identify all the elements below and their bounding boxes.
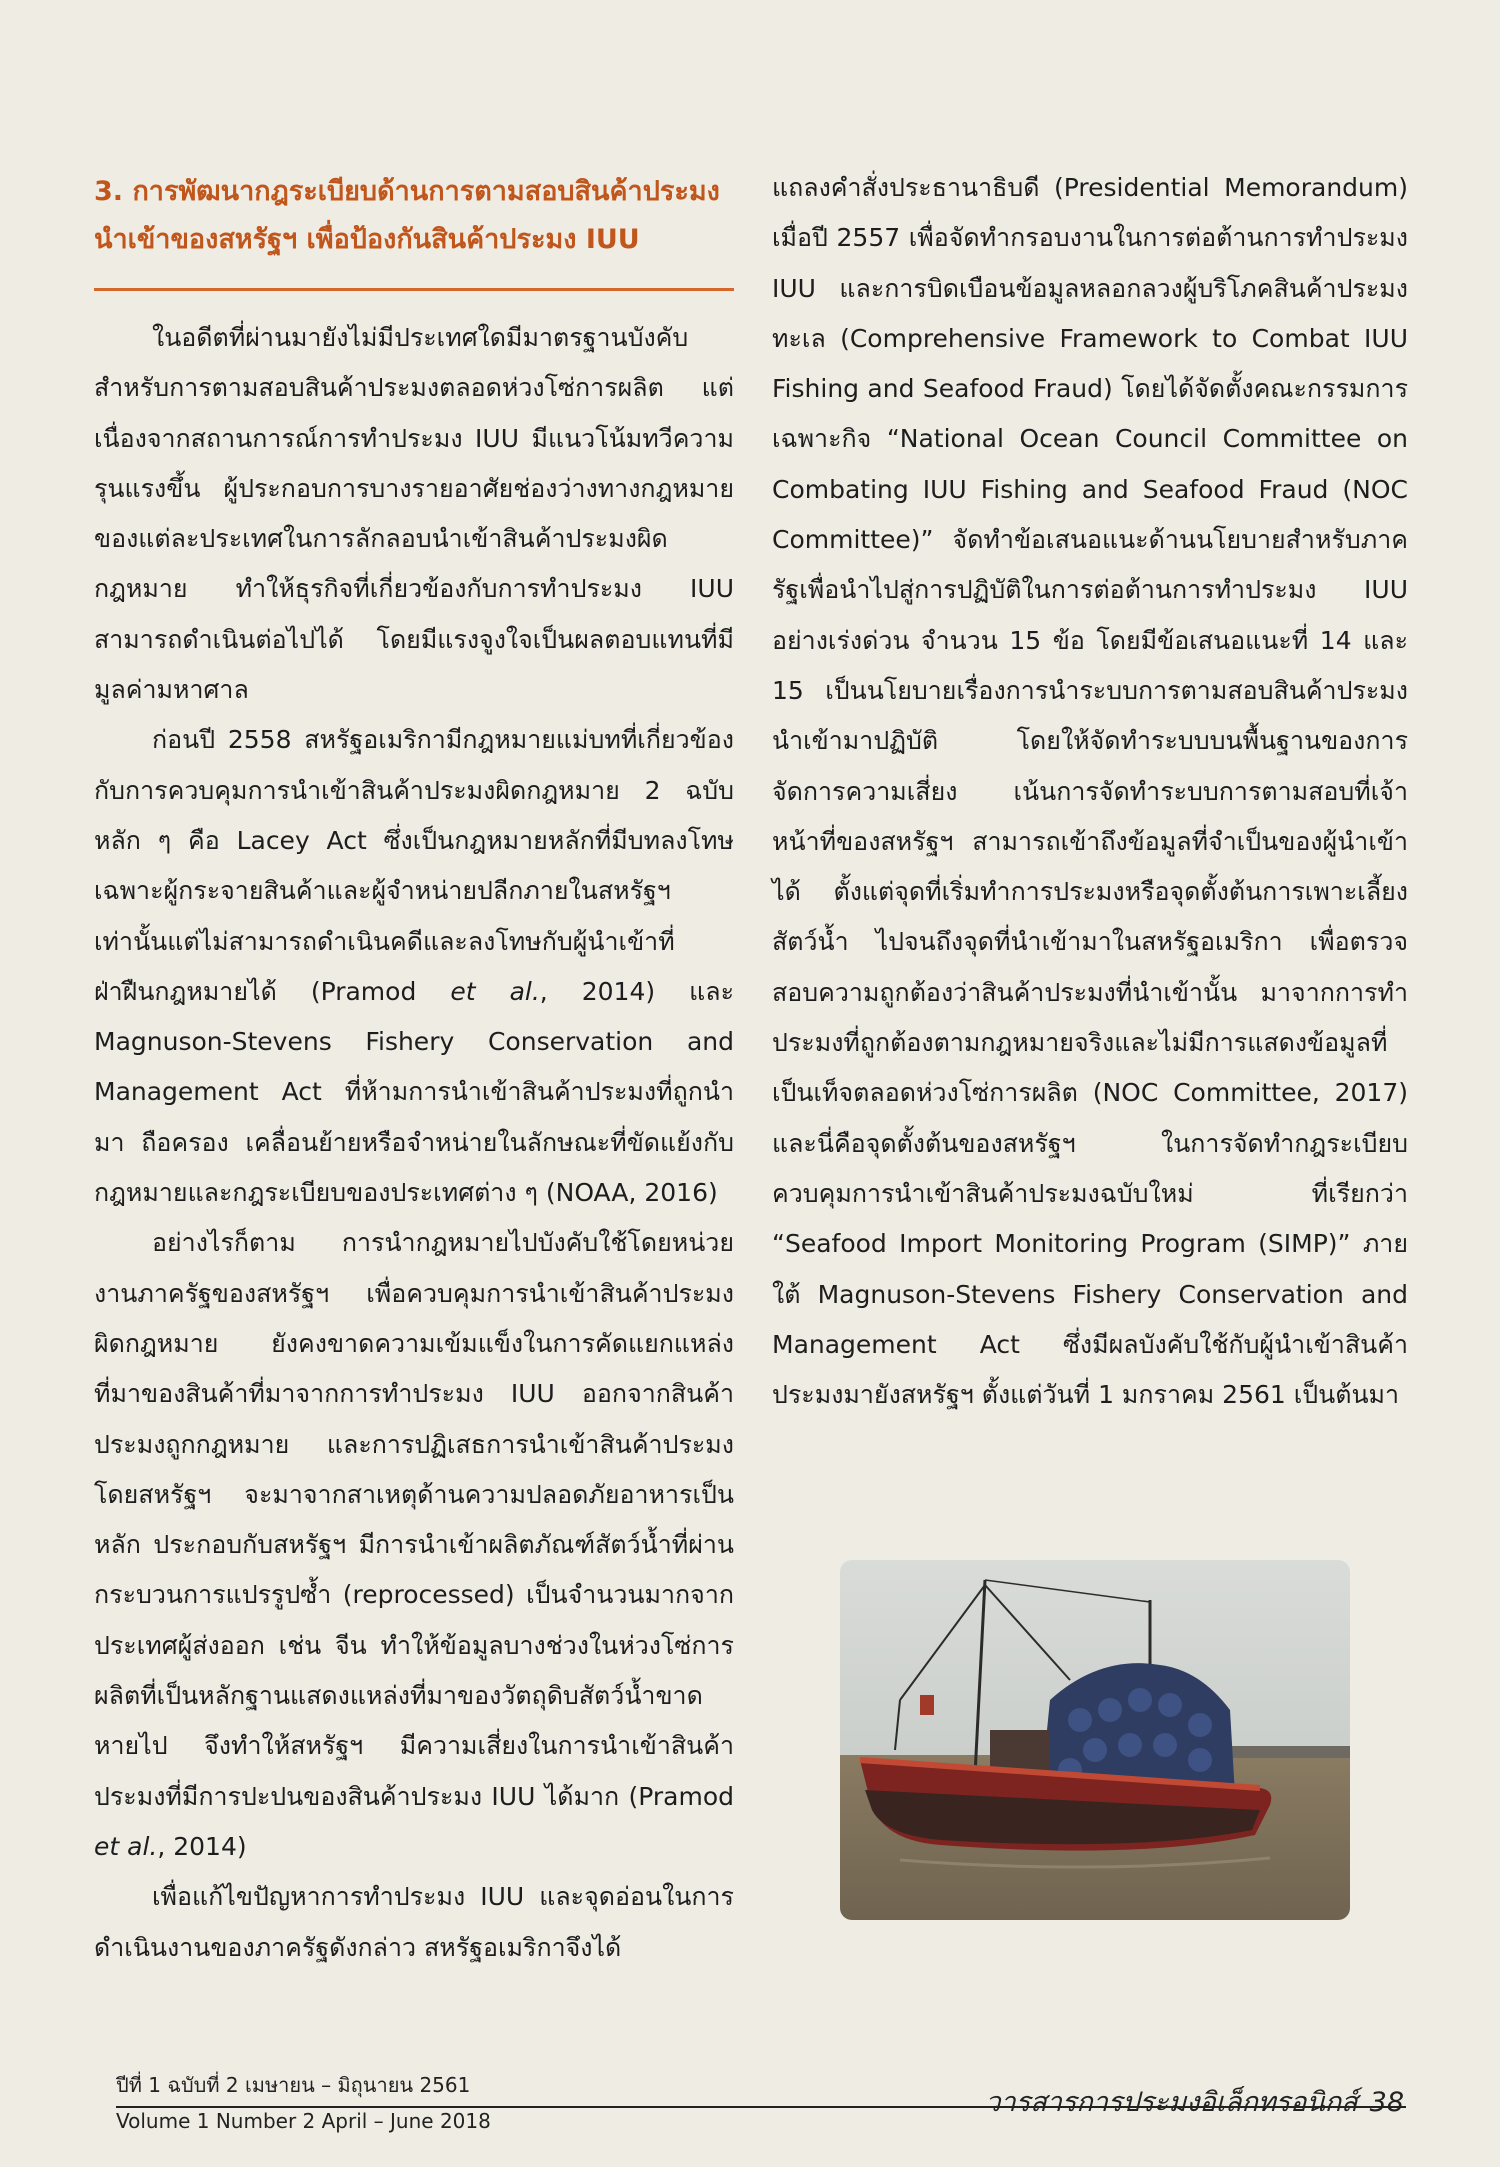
section-heading-line-1: 3. การพัฒนากฎระเบียบด้านการตามสอบสินค้าประมง [94,176,720,207]
enforcement-etal: et al. [94,1831,158,1861]
section-heading-line-2: นำเข้าของสหรัฐฯ เพื่อป้องกันสินค้าประมง IUU [94,224,640,255]
paragraph-enforcement [94,1218,734,1872]
enforcement-text-cont: , 2014) [157,1831,247,1861]
paragraph-solution: เพื่อแก้ไขปัญหาการทำประมง IUU และจุดอ่อนในการดำเนินงานของภาครัฐดังกล่าว สหรัฐอเมริกาจึงได้ [94,1882,734,1962]
issue-info-english: Volume 1 Number 2 April – June 2018 [116,2109,491,2133]
laws-etal: et al. [450,976,540,1006]
journal-name: วารสารการประมงอิเล็กทรอนิกส์ [985,2087,1358,2118]
paragraph-laws [94,715,734,1218]
fishing-boat-photo [840,1560,1350,1920]
paragraph-history: ในอดีตที่ผ่านมายังไม่มีประเทศใดมีมาตรฐานบังคับสำหรับการตามสอบสินค้าประมงตลอดห่วงโซ่การผลิต แต่เนื่องจากสถานการณ์การทำประมง IUU มีแนวโน้มทวีความรุนแรงขึ้น ผู้ประกอบการบางรายอาศัยช่องว่างทางกฎหมายของแต่ละประเทศในการลักลอบนำเข้าสินค้าประมงผิดกฎหมาย ทำให้ธุรกิจที่เกี่ยวข้องกับการทำประมง IUU สามารถดำเนินต่อไปได้ โดยมีแรงจูงใจเป็นผลตอบแทนที่มีมูลค่ามหาศาล [94,323,734,705]
laws-text: ก่อนปี 2558 สหรัฐอเมริกามีกฎหมายแม่บทที่เกี่ยวข้องกับการควบคุมการนำเข้าสินค้าประมงผิดกฎหมาย 2 ฉบับหลัก ๆ คือ Lacey Act ซึ่งเป็นกฎหมายหลักที่มีบทลงโทษเฉพาะผู้กระจายสินค้าและผู้จำหน่ายปลีกภายในสหรัฐฯ เท่านั้นแต่ไม่สามารถดำเนินคดีและลงโทษกับผู้นำเข้าที่ฝ่าฝืนกฎหมายได้ (Pramod [94,725,734,1006]
laws-text-cont: , 2014) และ Magnuson-Stevens Fishery Conservation and Management Act ที่ห้ามการนำเข้าสินค้าประมงที่ถูกนำมา ถือครอง เคลื่อนย้ายหรือจำหน่ายในลักษณะที่ขัดแย้งกับกฎหมายและกฎระเบียบของประเทศต่าง ๆ (NOAA, 2016) [94,976,735,1208]
journal-footer [985,2080,1404,2123]
enforcement-text: อย่างไรก็ตาม การนำกฎหมายไปบังคับใช้โดยหน่วยงานภาครัฐของสหรัฐฯ เพื่อควบคุมการนำเข้าสินค้าประมงผิดกฎหมาย ยังคงขาดความเข้มแข็งในการคัดแยกแหล่งที่มาของสินค้าที่มาจากการทำประมง IUU ออกจากสินค้าประมงถูกกฎหมาย และการปฏิเสธการนำเข้าสินค้าประมงโดยสหรัฐฯ จะมาจากสาเหตุด้านความปลอดภัยอาหารเป็นหลัก ประกอบกับสหรัฐฯ มีการนำเข้าผลิตภัณฑ์สัตว์น้ำที่ผ่านกระบวนการแปรรูปซ้ำ (reprocessed) เป็นจำนวนมากจากประเทศผู้ส่งออก เช่น จีน ทำให้ข้อมูลบางช่วงในห่วงโซ่การผลิตที่เป็นหลักฐานแสดงแหล่งที่มาของวัตถุดิบสัตว์น้ำขาดหายไป จึงทำให้สหรัฐฯ มีความเสี่ยงในการนำเข้าสินค้าประมงที่มีการปะปนของสินค้าประมง IUU ได้มาก (Pramod [94,1228,734,1811]
issue-info-thai: ปีที่ 1 ฉบับที่ 2 เมษายน – มิถุนายน 2561 [116,2073,471,2097]
issue-info [116,2070,491,2136]
paragraph-memorandum: แถลงคำสั่งประธานาธิบดี (Presidential Memorandum) เมื่อปี 2557 เพื่อจัดทำกรอบงานในการต่อต้านการทำประมง IUU และการบิดเบือนข้อมูลหลอกลวงผู้บริโภคสินค้าประมงทะเล (Comprehensive Framework to Combat IUU Fishing and Seafood Fraud) โดยได้จัดตั้งคณะกรรมการเฉพาะกิจ “National Ocean Council Committee on Combating IUU Fishing and Seafood Fraud (NOC Committee)” จัดทำข้อเสนอแนะด้านนโยบายสำหรับภาครัฐเพื่อนำไปสู่การปฏิบัติในการต่อต้านการทำประมง IUU อย่างเร่งด่วน จำนวน 15 ข้อ โดยมีข้อเสนอแนะที่ 14 และ 15 เป็นนโยบายเรื่องการนำระบบการตามสอบสินค้าประมงนำเข้ามาปฏิบัติ โดยให้จัดทำระบบบนพื้นฐานของการจัดการความเสี่ยง เน้นการจัดทำระบบการตามสอบที่เจ้าหน้าที่ของสหรัฐฯ สามารถเข้าถึงข้อมูลที่จำเป็นของผู้นำเข้าได้ ตั้งแต่จุดที่เริ่มทำการประมงหรือจุดตั้งต้นการเพาะเลี้ยงสัตว์น้ำ ไปจนถึงจุดที่นำเข้ามาในสหรัฐอเมริกา เพื่อตรวจสอบความถูกต้องว่าสินค้าประมงที่นำเข้านั้น มาจากการทำประมงที่ถูกต้องตามกฎหมายจริงและไม่มีการแสดงข้อมูลที่เป็นเท็จตลอดห่วงโซ่การผลิต (NOC Committee, 2017) และนี่คือจุดตั้งต้นของสหรัฐฯ ในการจัดทำกฎระเบียบควบคุมการนำเข้าสินค้าประมงฉบับใหม่ ที่เรียกว่า “Seafood Import Monitoring Program (SIMP)” ภายใต้ Magnuson-Stevens Fishery Conservation and Management Act ซึ่งมีผลบังคับใช้กับผู้นำเข้าสินค้าประมงมายังสหรัฐฯ ตั้งแต่วันที่ 1 มกราคม 2561 เป็นต้นมา [772,173,1408,1410]
heading-underline [94,288,734,291]
left-column [94,168,734,1973]
section-heading [94,168,734,264]
right-column [772,163,1408,1420]
page-number: 38 [1369,2087,1404,2118]
